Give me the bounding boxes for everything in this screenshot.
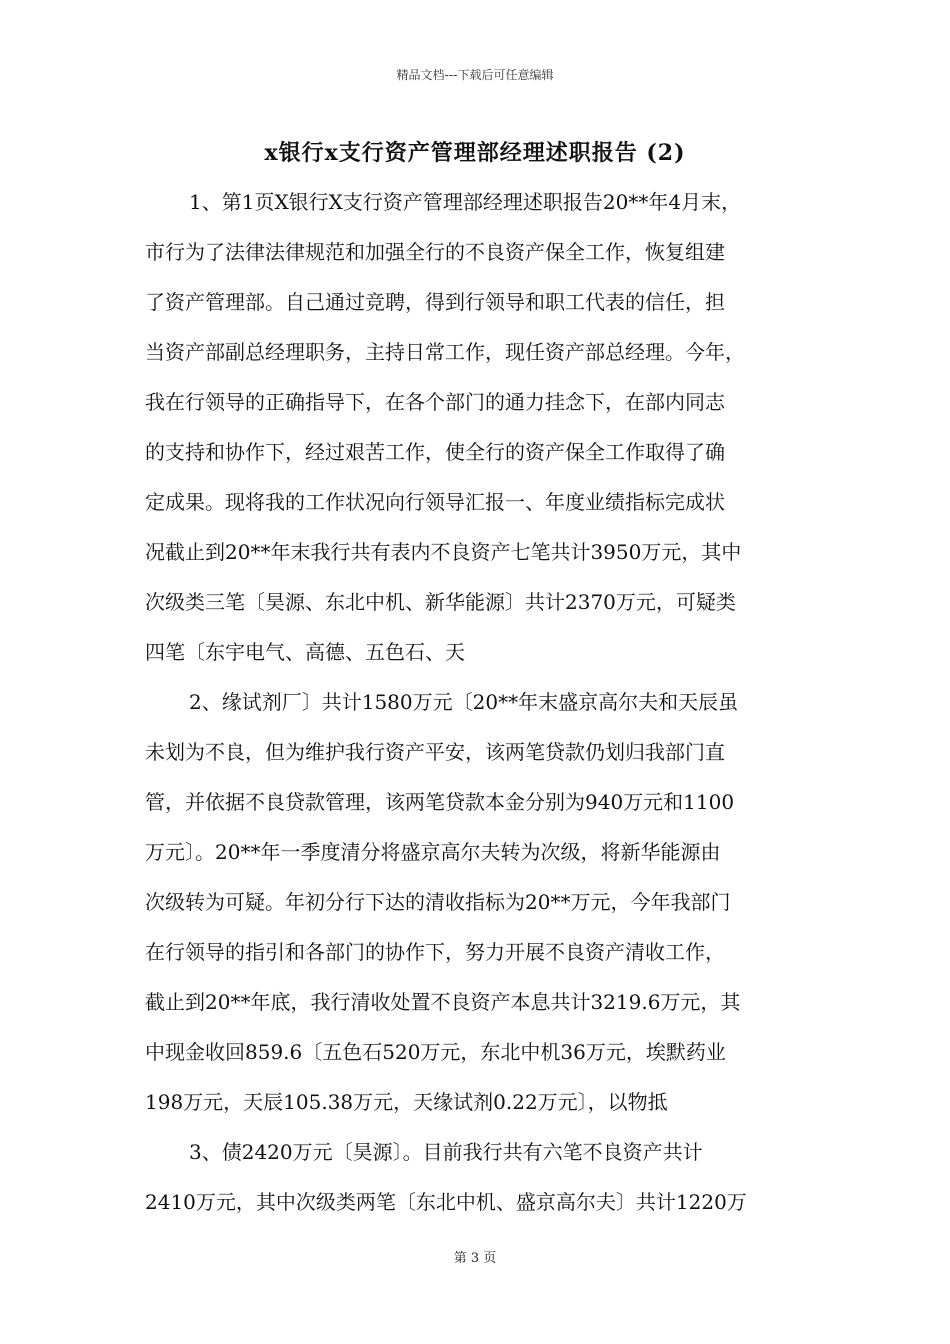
body-line: 2410万元，其中次级类两笔〔东北中机、盛京高尔夫〕共计1220万 — [145, 1190, 747, 1214]
body-line: 3、债2420万元〔昊源〕。目前我行共有六笔不良资产共计 — [189, 1140, 703, 1164]
body-line: 中现金收回859.6〔五色石520万元，东北中机36万元，埃默药业 — [145, 1040, 726, 1064]
body-line: 1、第1页X银行X支行资产管理部经理述职报告20**年4月末， — [189, 190, 742, 214]
body-line: 未划为不良，但为维护我行资产平安，该两笔贷款仍划归我部门直 — [145, 740, 725, 764]
body-line: 198万元，天辰105.38万元，天缘试剂0.22万元〕，以物抵 — [145, 1090, 668, 1114]
body-line: 截止到20**年底，我行清收处置不良资产本息共计3219.6万元，其 — [145, 990, 741, 1014]
body-line: 况截止到20**年末我行共有表内不良资产七笔共计3950万元，其中 — [145, 540, 742, 564]
body-line: 的支持和协作下，经过艰苦工作，使全行的资产保全工作取得了确 — [145, 440, 725, 464]
body-line: 管，并依据不良贷款管理，该两笔贷款本金分别为940万元和1100 — [145, 790, 735, 814]
document-body — [145, 177, 825, 1227]
body-line: 次级类三笔〔昊源、东北中机、新华能源〕共计2370万元，可疑类 — [145, 590, 736, 614]
body-line: 我在行领导的正确指导下，在各个部门的通力挂念下，在部内同志 — [145, 390, 725, 414]
page-header: 精品文档---下载后可任意编辑 — [396, 68, 554, 82]
body-line: 在行领导的指引和各部门的协作下，努力开展不良资产清收工作， — [145, 940, 725, 964]
page-number: 第 3 页 — [453, 1251, 497, 1266]
document-title: x银行x支行资产管理部经理述职报告 (2) — [264, 140, 686, 166]
body-line: 万元〕。20**年一季度清分将盛京高尔夫转为次级，将新华能源由 — [145, 840, 721, 864]
body-line: 次级转为可疑。年初分行下达的清收指标为20**万元，今年我部门 — [145, 890, 731, 914]
body-line: 2、缘试剂厂〕共计1580万元〔20**年末盛京高尔夫和天辰虽 — [189, 690, 739, 714]
body-line: 定成果。现将我的工作状况向行领导汇报一、年度业绩指标完成状 — [145, 490, 725, 514]
body-line: 四笔〔东宇电气、高德、五色石、天 — [145, 640, 465, 664]
body-line: 市行为了法律法律规范和加强全行的不良资产保全工作，恢复组建 — [145, 240, 725, 264]
body-line: 了资产管理部。自己通过竞聘，得到行领导和职工代表的信任，担 — [145, 290, 725, 314]
body-line: 当资产部副总经理职务，主持日常工作，现任资产部总经理。今年， — [145, 340, 745, 364]
